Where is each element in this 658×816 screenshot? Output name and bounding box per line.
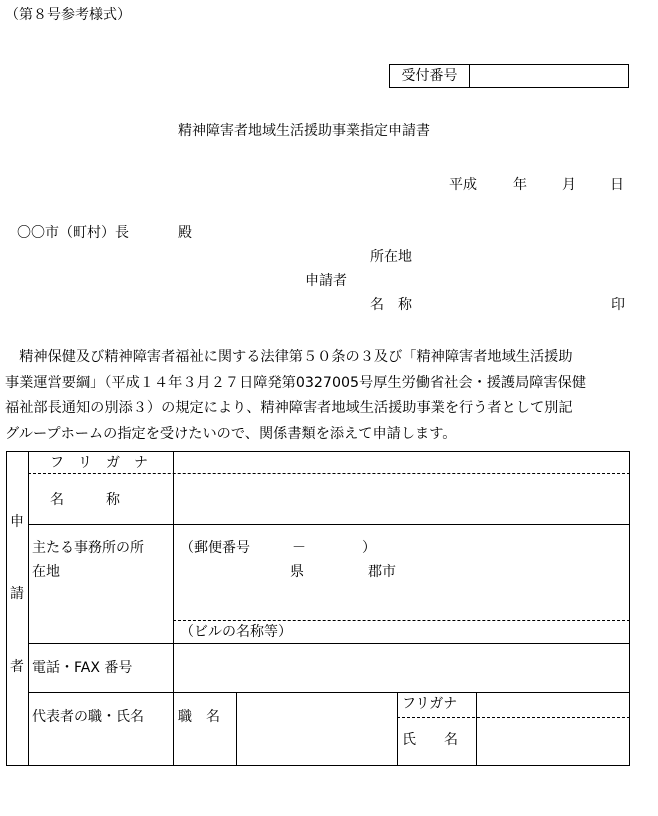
- receipt-box: [389, 64, 629, 88]
- furigana-field[interactable]: [175, 453, 627, 472]
- city-label: 郡市: [368, 564, 396, 580]
- applicant-name-label: 名 称: [370, 297, 412, 313]
- statement-line: 事業運営要綱」（平成１４年３月２７日障発第0327005号厚生労働省社会・援護局障害保健: [5, 374, 587, 391]
- office-address-field[interactable]: [175, 527, 627, 617]
- date-month: 月: [562, 177, 576, 193]
- form-number: （第８号参考様式）: [5, 7, 131, 23]
- seal-mark: 印: [611, 297, 625, 313]
- representative-name-label: 氏 名: [402, 732, 458, 748]
- representative-name-field[interactable]: [478, 720, 627, 764]
- applicant-label: 申請者: [305, 273, 347, 289]
- facility-name-label: 名 称: [50, 492, 120, 508]
- page-title: 精神障害者地域生活援助事業指定申請書: [178, 123, 430, 139]
- application-statement: [5, 345, 645, 447]
- office-label-line2: 在地: [32, 564, 60, 580]
- office-label-line1: 主たる事務所の所: [32, 540, 144, 556]
- prefecture-label: 県: [290, 564, 304, 580]
- representative-label: 代表者の職・氏名: [32, 709, 144, 725]
- side-label-2: 請: [10, 586, 24, 602]
- side-label-3: 者: [10, 659, 24, 675]
- location-label: 所在地: [370, 249, 412, 265]
- statement-line: 精神保健及び精神障害者福祉に関する法律第５０条の３及び「精神障害者地域生活援助: [5, 349, 573, 365]
- date-day: 日: [610, 177, 624, 193]
- side-label-1: 申: [10, 514, 24, 530]
- position-label: 職 名: [178, 709, 220, 725]
- phone-fax-field[interactable]: [175, 646, 627, 690]
- building-name-label: （ビルの名称等）: [180, 624, 292, 640]
- phone-fax-label: 電話・FAX 番号: [32, 660, 133, 676]
- date-year: 年: [513, 177, 527, 193]
- representative-furigana-label: フリガナ: [402, 696, 458, 712]
- furigana-label: フ リ ガ ナ: [50, 455, 148, 471]
- postal-code-label: （郵便番号 － ）: [180, 540, 376, 556]
- statement-line: グループホームの指定を受けたいので、関係書類を添えて申請します。: [5, 425, 457, 442]
- statement-line: 福祉部長通知の別添３）の規定により、精神障害者地域生活援助事業を行う者として別記: [5, 400, 573, 417]
- addressee-honorific: 殿: [178, 225, 192, 241]
- addressee: 〇〇市（町村）長: [17, 225, 129, 241]
- date-era: 平成: [449, 177, 477, 193]
- facility-name-field[interactable]: [175, 476, 627, 522]
- receipt-label: 受付番号: [390, 65, 470, 87]
- position-field[interactable]: [238, 694, 395, 764]
- receipt-number-field[interactable]: [472, 65, 628, 87]
- representative-furigana-field[interactable]: [478, 694, 627, 715]
